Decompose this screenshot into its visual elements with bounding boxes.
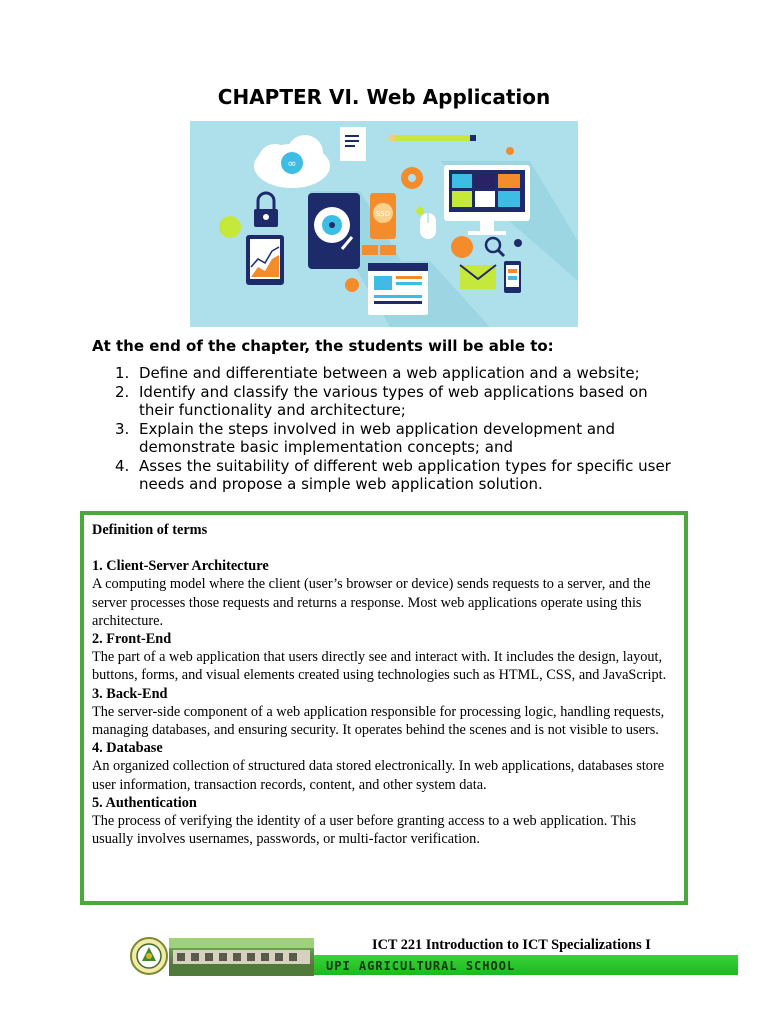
phone-icon	[504, 261, 521, 293]
school-seal-logo	[130, 937, 168, 975]
pencil-icon	[386, 134, 476, 142]
term-definition: An organized collection of structured data stored electronically. In web applications, databases store user information, transaction records, content, and other system data.	[92, 758, 665, 793]
objectives-list	[115, 364, 685, 494]
chart-tablet-icon	[246, 235, 284, 285]
term-definition: The server-side component of a web application responsible for processing logic, handling requests, managing databases, and ensuring security. It operates behind the scenes and is not visible to users.	[92, 703, 665, 739]
term-title: 4. Database	[92, 740, 163, 757]
web-page-icon	[368, 263, 428, 315]
term-entry	[92, 739, 680, 794]
gear-icon	[401, 167, 423, 189]
svg-text:∞: ∞	[287, 157, 297, 170]
lock-icon	[254, 193, 278, 227]
chapter-title: CHAPTER VI. Web Application	[217, 85, 551, 109]
objective-item: 3. Explain the steps involved in web application development and demonstrate basic implementation concepts; and	[115, 419, 616, 456]
definitions-heading: Definition of terms	[92, 522, 208, 538]
objective-item: 1. Define and differentiate between a web application and a website;	[115, 364, 640, 382]
objective-item: 4. Asses the suitability of different web application types for specific user needs and propose a simple web application solution.	[115, 456, 671, 493]
ssd-icon	[370, 193, 396, 239]
envelope-icon	[460, 265, 496, 289]
school-building-photo	[169, 938, 314, 976]
term-definition: A computing model where the client (user’s browser or device) sends requests to a server, and the server processes those requests and returns a response. Most web applications operate using this architecture.	[92, 576, 651, 629]
term-entry	[92, 685, 680, 740]
term-title: 2. Front-End	[92, 631, 172, 648]
term-entry	[92, 630, 680, 685]
magnifier-icon	[486, 238, 504, 256]
school-name: UPI AGRICULTURAL SCHOOL	[326, 959, 516, 973]
web-application-illustration	[190, 121, 578, 327]
term-title: 5. Authentication	[92, 794, 197, 811]
hard-drive-icon	[308, 193, 360, 269]
term-definition: The process of verifying the identity of a user before granting access to a web application. This usually involves usernames, passwords, or multi-factor verification.	[92, 813, 637, 848]
objectives-heading: At the end of the chapter, the students will be able to:	[92, 337, 554, 355]
course-title: ICT 221 Introduction to ICT Specializations I	[372, 937, 651, 953]
term-definition: The part of a web application that users directly see and interact with. It includes the design, layout, buttons, forms, and visual elements created using technologies such as HTML, CSS, and JavaScript.	[92, 649, 667, 684]
mouse-icon	[420, 213, 436, 239]
document-icon	[340, 127, 366, 161]
term-entry	[92, 794, 680, 849]
ssd-label: SSD	[375, 210, 391, 218]
term-entry	[92, 557, 680, 630]
cloud-icon	[254, 135, 330, 188]
term-title: 1. Client-Server Architecture	[92, 558, 269, 575]
definitions-box	[80, 511, 688, 905]
objective-item: 2. Identify and classify the various types of web applications based on their functionality and architecture;	[115, 382, 648, 419]
term-title: 3. Back-End	[92, 685, 168, 702]
